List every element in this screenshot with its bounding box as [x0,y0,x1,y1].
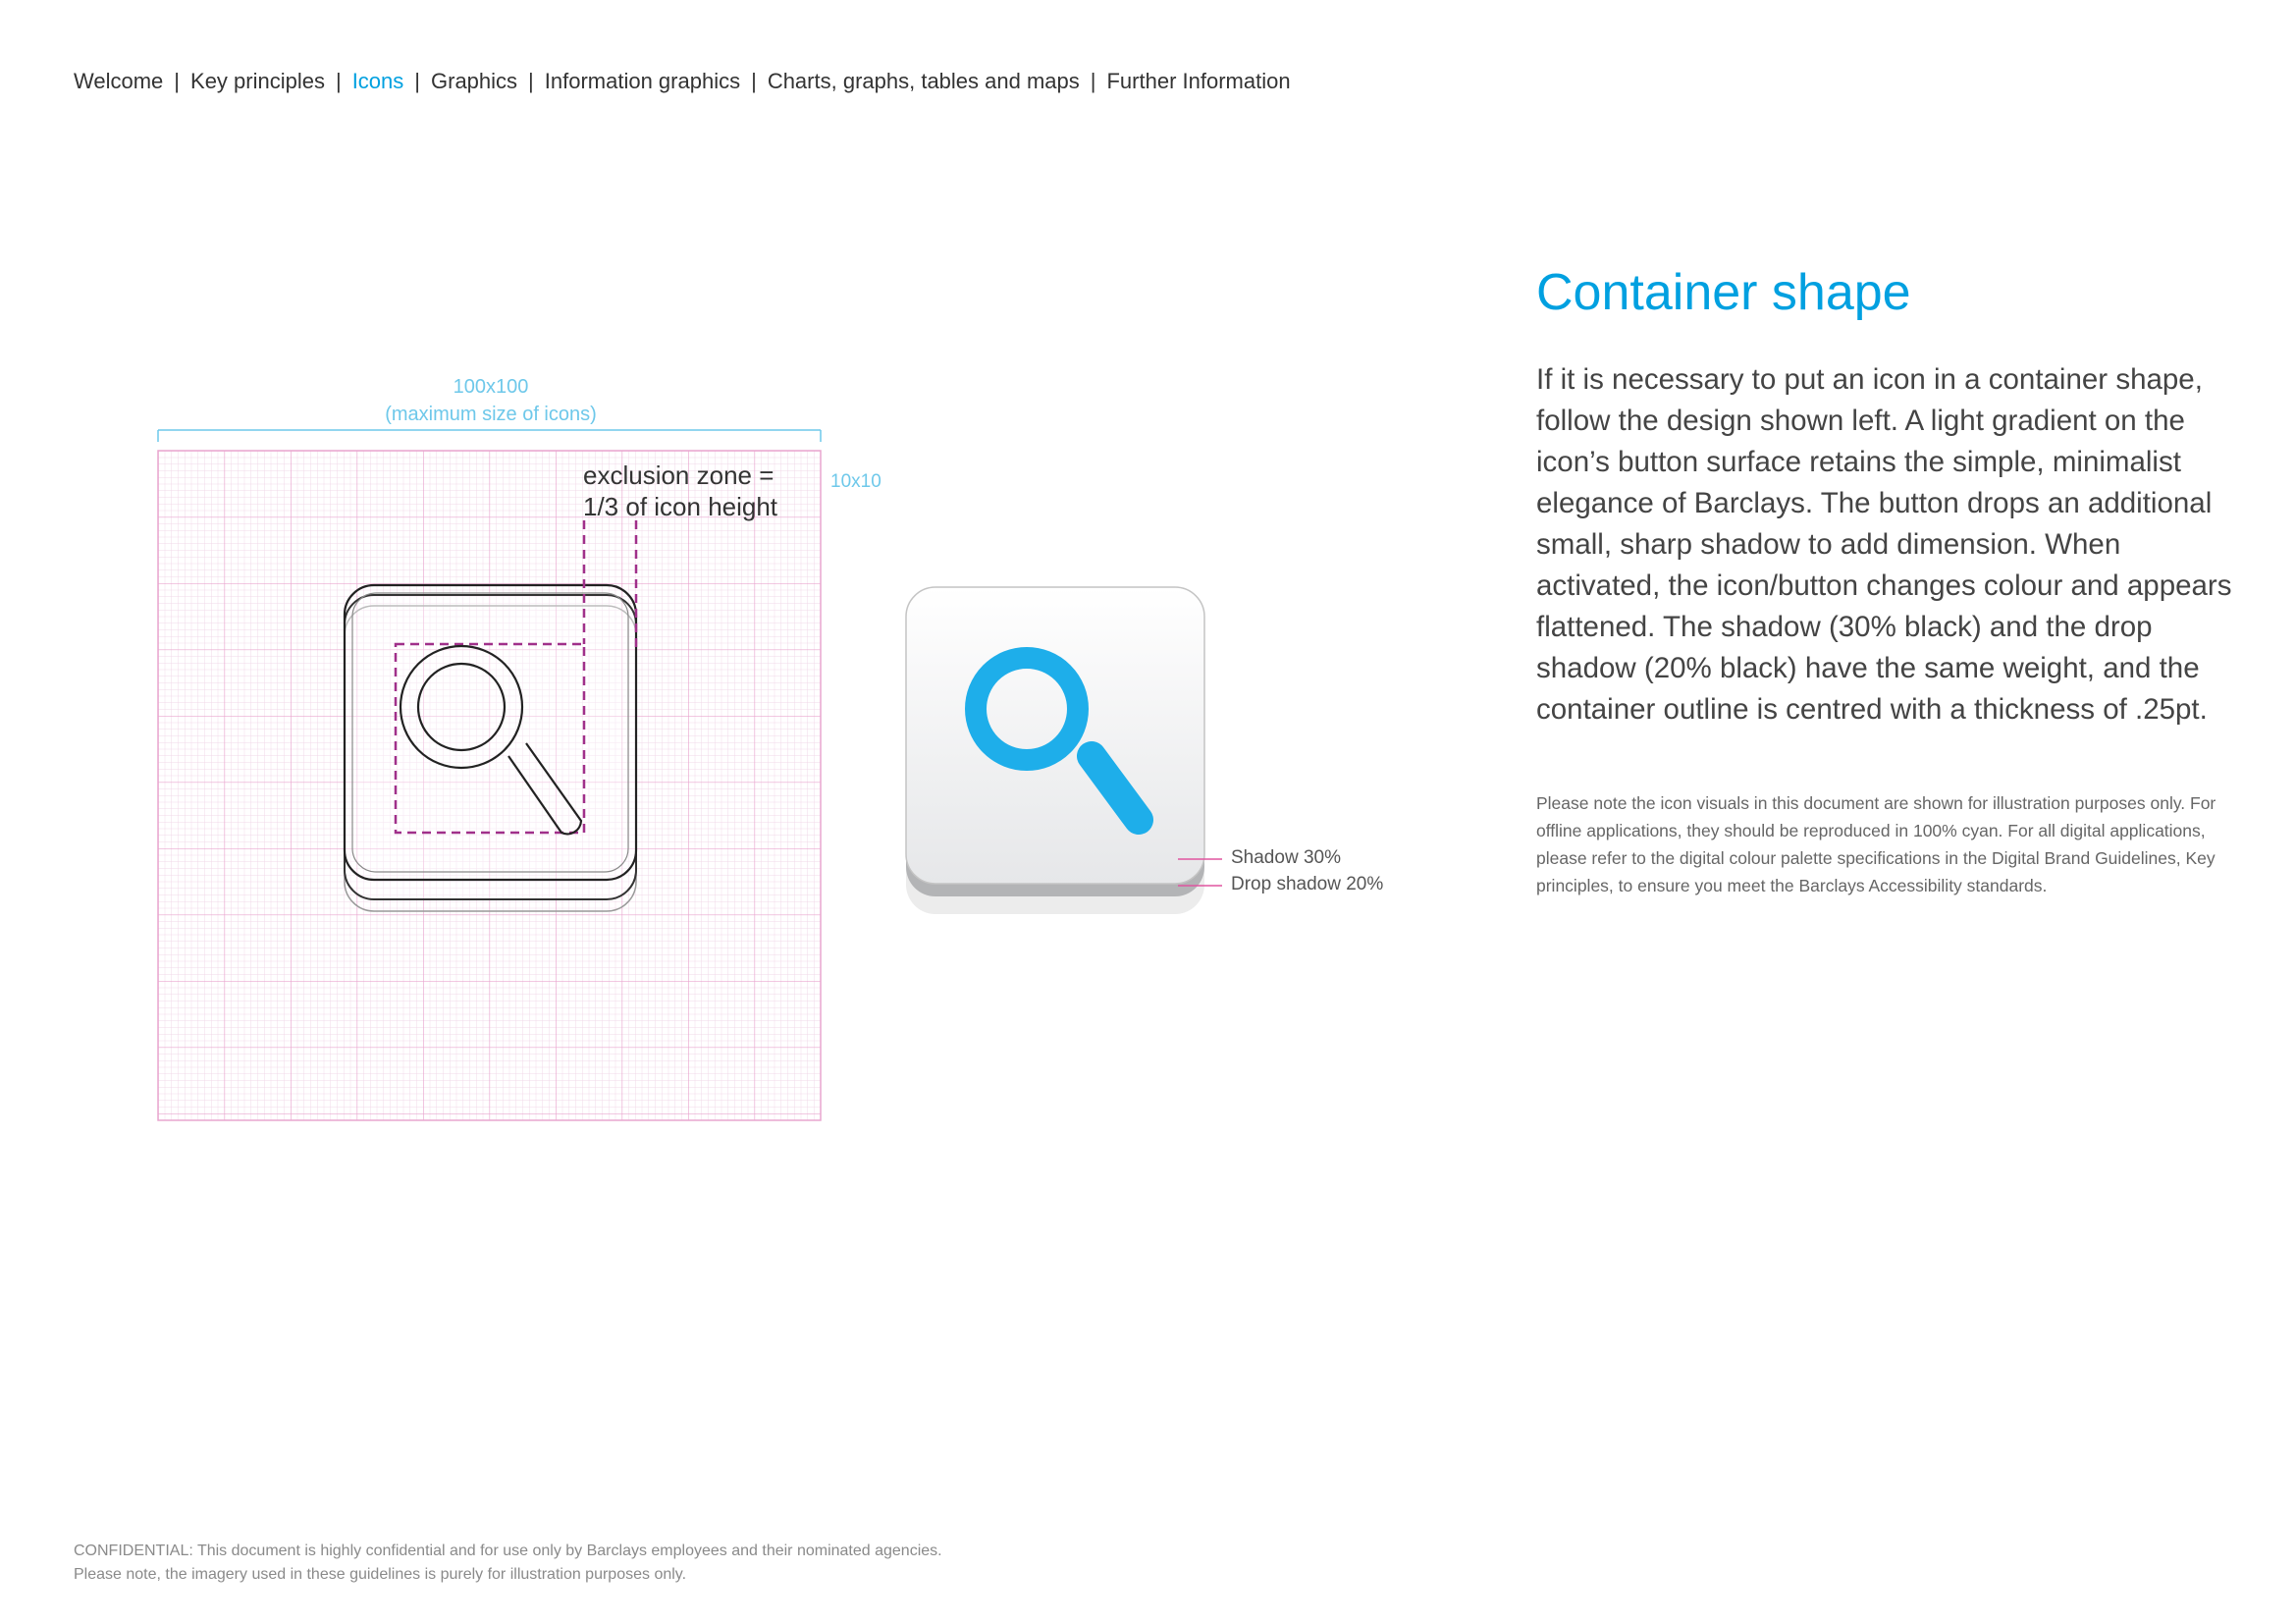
section-heading: Container shape [1536,264,1911,321]
body-text: If it is necessary to put an icon in a container shape, follow the design shown left. A light gradient on the icon’s button surface retains the simple, minimalist elegance of Barclays. The button drops an additional small, sharp shadow to add dimension. When activated, the icon/button changes colour and appears flattened. The shadow (30% black) and the drop shadow (20% black) have the same weight, and the container outline is centred with a thickness of .25pt. [1536,363,2232,726]
size-label: 100x100 [453,376,529,398]
nav-separator: | [528,69,534,93]
search-button-example [906,587,1204,914]
footer-line1: CONFIDENTIAL: This document is highly confidential and for use only by Barclays employees and their nominated agencies. [74,1543,942,1559]
nav-separator: | [174,69,181,93]
shadow-label: Shadow 30% [1231,847,1341,868]
dimension-bracket [158,430,821,442]
cell-size-label: 10x10 [830,471,881,492]
exclusion-line2: 1/3 of icon height [583,492,778,521]
exclusion-zone-label [583,460,777,522]
size-note: (maximum size of icons) [385,404,597,425]
illustration-note: Please note the icon visuals in this document are shown for illustration purposes only. For offline applications, they should be reproduced in 100% cyan. For all digital applications, please refer to the digital colour palette specifications in the Digital Brand Guidelines, Key principles, to ensure you meet the Barclays Accessibility standards. [1536,793,2216,895]
footer-line2: Please note, the imagery used in these guidelines is purely for illustration purposes only. [74,1566,687,1583]
nav-item-graphics[interactable]: Graphics [431,69,518,93]
nav-separator: | [335,69,342,93]
nav-item-icons[interactable]: Icons [351,69,404,93]
confidential-footer [74,1540,942,1587]
nav-separator: | [1090,69,1096,93]
exclusion-line1: exclusion zone = [583,460,774,490]
nav-separator: | [751,69,757,93]
nav-item-further-information[interactable]: Further Information [1106,69,1291,93]
nav-item-key-principles[interactable]: Key principles [190,69,325,93]
container-outline [345,585,636,911]
nav-item-information-graphics[interactable]: Information graphics [544,69,741,93]
nav-item-welcome[interactable]: Welcome [74,69,164,93]
drop-shadow-label: Drop shadow 20% [1231,874,1384,894]
nav-item-charts-graphs-tables-maps[interactable]: Charts, graphs, tables and maps [767,69,1080,93]
nav-separator: | [414,69,420,93]
